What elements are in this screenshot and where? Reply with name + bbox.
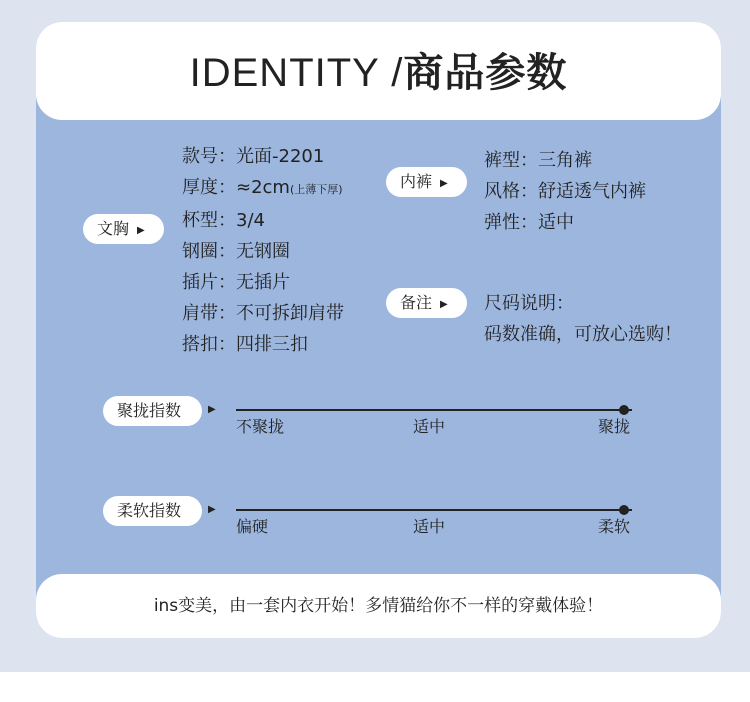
push-up-label-high: 聚拢 <box>598 417 631 436</box>
softness-level-dot <box>619 505 629 515</box>
softness-index-tag <box>103 496 202 526</box>
triangle-right-icon: ▶ <box>208 504 216 515</box>
panties-specs <box>484 145 646 238</box>
spec-row: 厚度：≈2cm(上薄下厚) <box>182 177 343 198</box>
panties-tag-label: 内裤 <box>400 172 433 191</box>
title-chinese: 商品参数 <box>403 50 568 96</box>
bra-tag-label: 文胸 <box>97 219 130 238</box>
note-line-1: 尺码说明： <box>484 293 574 314</box>
spec-row: 插片：无插片 <box>182 272 290 293</box>
softness-label-low: 偏硬 <box>236 517 269 536</box>
push-up-index-tag <box>103 396 202 426</box>
push-up-level-dot <box>619 405 629 415</box>
panties-tag <box>386 167 467 197</box>
softness-label-mid: 适中 <box>413 517 446 536</box>
push-up-index-label: 聚拢指数 <box>117 401 182 420</box>
title-english: IDENTITY / <box>189 51 404 95</box>
spec-row: 搭扣：四排三扣 <box>182 334 308 355</box>
softness-index-label: 柔软指数 <box>117 501 182 520</box>
spec-row: 款号：光面-2201 <box>182 146 325 167</box>
softness-label-high: 柔软 <box>598 517 631 536</box>
triangle-right-icon: ▶ <box>208 404 216 415</box>
note-tag <box>386 288 467 318</box>
triangle-right-icon: ▶ <box>440 178 448 189</box>
spec-row: 风格：舒适透气内裤 <box>484 181 646 202</box>
triangle-right-icon: ▶ <box>137 225 145 236</box>
spec-card <box>36 22 721 638</box>
page-title <box>36 50 721 96</box>
triangle-right-icon: ▶ <box>440 299 448 310</box>
note-line-2: 码数准确，可放心选购！ <box>484 324 682 345</box>
note-tag-label: 备注 <box>400 293 433 312</box>
footer-slogan: ins变美，由一套内衣开始！多情猫给你不一样的穿戴体验！ <box>153 596 604 616</box>
bra-tag <box>83 214 164 244</box>
spec-row: 钢圈：无钢圈 <box>182 241 290 262</box>
spec-row: 杯型：3/4 <box>182 210 265 231</box>
softness-scale-line <box>236 509 632 511</box>
note-text <box>484 288 682 350</box>
push-up-label-mid: 适中 <box>413 417 446 436</box>
push-up-label-low: 不聚拢 <box>236 417 285 436</box>
push-up-scale-line <box>236 409 632 411</box>
bra-specs <box>182 141 344 360</box>
spec-row: 裤型：三角裤 <box>484 150 592 171</box>
spec-row: 弹性：适中 <box>484 212 574 233</box>
spec-row: 肩带：不可拆卸肩带 <box>182 303 344 324</box>
